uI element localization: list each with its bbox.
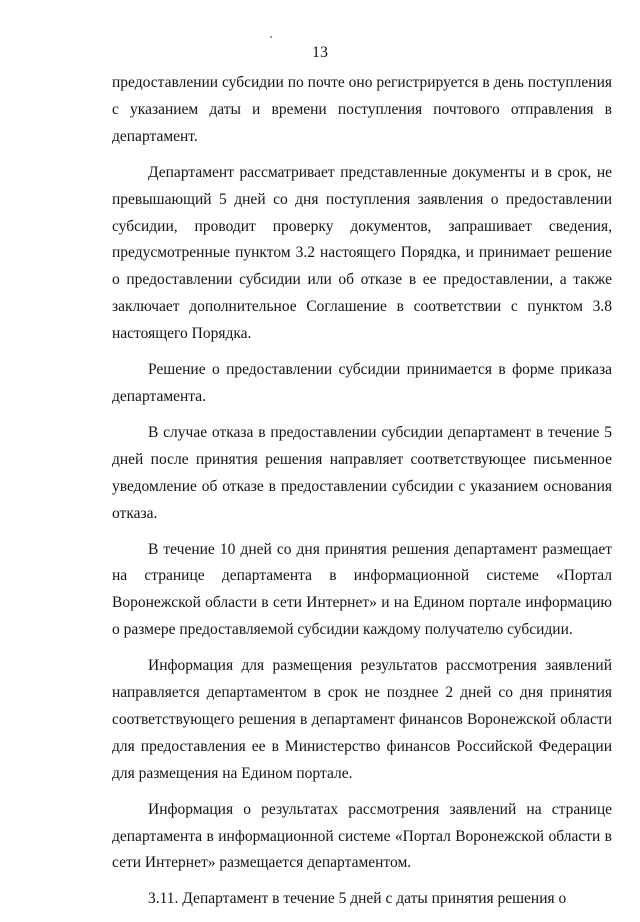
paragraph-section-3-11: 3.11. Департамент в течение 5 дней с даты принятия решения о [148,890,567,908]
paragraph-publication: В течение 10 дней со дня принятия решения департамент размещает на странице департамента в информационной системе «Портал Воронежской области в сети Интернет» и на Едином портале информацию о размере предоставляемой субсидии каждому получателю субсидии. [112,540,612,639]
paragraph-review-procedure: Департамент рассматривает представленные документы и в срок, не превышающий 5 дней со дня поступления заявления о предоставлении субсидии, проводит проверку документов, запрашивает сведения, предусмотренные пунктом 3.2 настоящего Порядка, и принимает решение о предоставлении субсидии или об отказе в ее предоставлении, а также заключает дополнительное Соглашение в соответствии с пунктом 3.8 настоящего Порядка. [112,163,612,343]
paragraph-continuation: предоставлении субсидии по почте оно регистрируется в день поступления с указанием даты и времени поступления почтового отправления в департамент. [112,74,612,145]
document-body [112,70,612,922]
paragraph-decision-form: Решение о предоставлении субсидии принимается в форме приказа департамента. [112,361,612,405]
scan-dot-mark [270,36,272,38]
paragraph-information-transfer: Информация для размещения результатов рассмотрения заявлений направляется департаментом в срок не позднее 2 дней со дня принятия соответствующего решения в департамент финансов Воронежской области для предоставления ее в Министерство финансов Российской Федерации для размещения на Едином портале. [112,657,612,782]
paragraph-results-posting: Информация о результатах рассмотрения заявлений на странице департамента в информационной системе «Портал Воронежской области в сети Интернет» размещается департаментом. [112,800,612,872]
paragraph-refusal-notice: В случае отказа в предоставлении субсидии департамент в течение 5 дней после принятия решения направляет соответствующее письменное уведомление об отказе в предоставлении субсидии с указанием основания отказа. [112,423,612,522]
page-number: 13 [312,44,328,61]
